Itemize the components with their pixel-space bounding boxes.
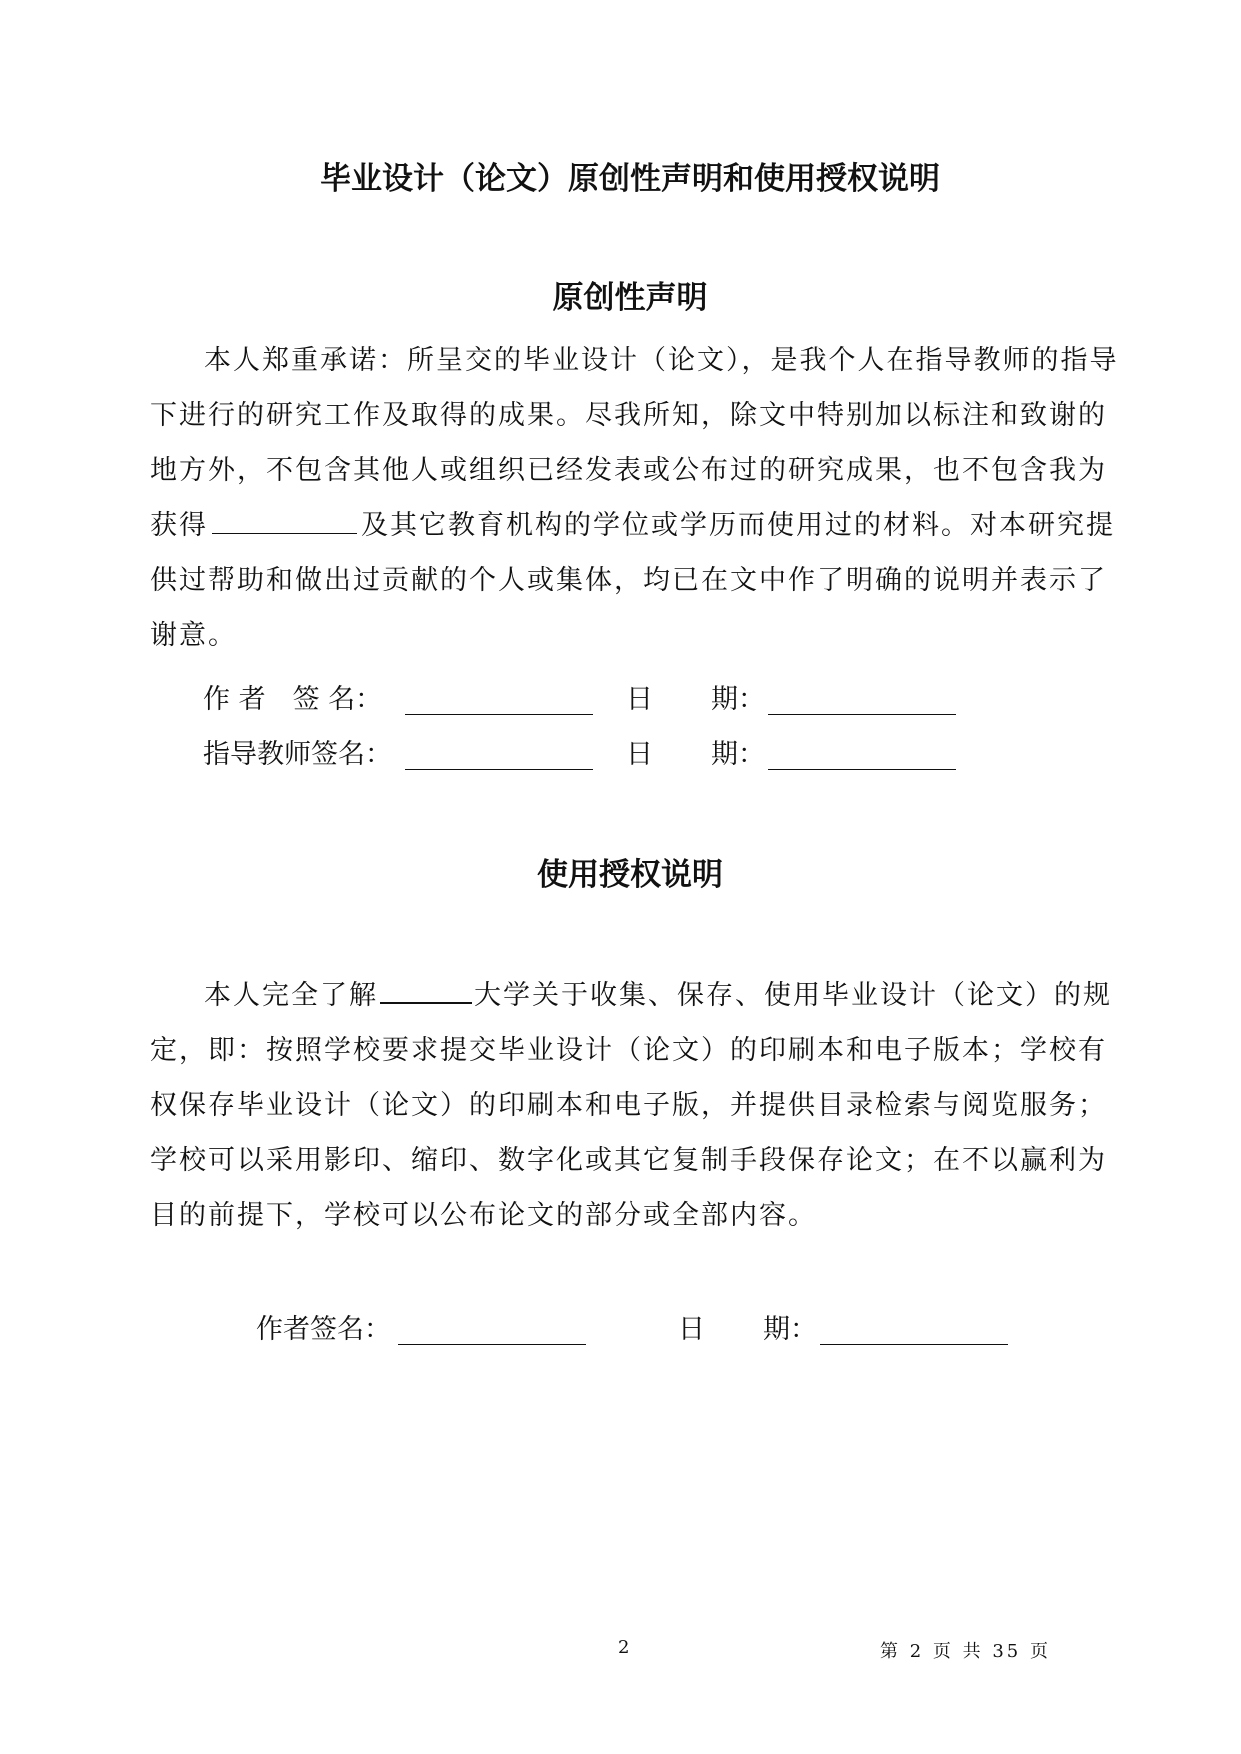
- paragraph-line: 目的前提下，学校可以公布论文的部分或全部内容。: [150, 1200, 817, 1231]
- paragraph-line: 下进行的研究工作及取得的成果。尽我所知，除文中特别加以标注和致谢的: [150, 400, 1107, 431]
- paragraph-line: 谢意。: [150, 620, 237, 651]
- advisor-signature-row: [0, 735, 1241, 775]
- advisor-signature-label: 指导教师签名：: [203, 739, 392, 770]
- advisor-date-field[interactable]: [768, 769, 956, 770]
- date-label-char-2: 期：: [763, 1314, 817, 1345]
- university-blank[interactable]: [380, 976, 472, 1004]
- author-signature-row: [0, 680, 1241, 720]
- authorization-date-field[interactable]: [820, 1344, 1008, 1345]
- date-label-char-1: 日: [626, 739, 653, 770]
- paragraph-line-rest: 大学关于收集、保存、使用毕业设计（论文）的规: [474, 980, 1112, 1011]
- authorization-section-title: 使用授权说明: [537, 857, 723, 893]
- authorization-paragraph: [150, 968, 1115, 1243]
- paragraph-line: 本人郑重承诺：所呈交的毕业设计（论文），是我个人在指导教师的指导: [204, 345, 1119, 376]
- originality-paragraph: [150, 333, 1119, 663]
- paragraph-line: 供过帮助和做出过贡献的个人或集体，均已在文中作了明确的说明并表示了: [150, 565, 1107, 596]
- paragraph-line: 学校可以采用影印、缩印、数字化或其它复制手段保存论文；在不以赢利为: [150, 1145, 1107, 1176]
- author-date-field[interactable]: [768, 714, 956, 715]
- authorization-author-label: 作者签名：: [256, 1314, 391, 1345]
- paragraph-line-rest: 及其它教育机构的学位或学历而使用过的材料。对本研究提: [361, 510, 1115, 541]
- authorization-signature-row: [0, 1310, 1241, 1350]
- paragraph-line: 定，即：按照学校要求提交毕业设计（论文）的印刷本和电子版本；学校有: [150, 1035, 1107, 1066]
- date-label-char-2: 期：: [711, 739, 765, 770]
- page-number: 2: [618, 1637, 630, 1658]
- paragraph-line-prefix: 获得: [150, 510, 208, 541]
- paragraph-line: 地方外，不包含其他人或组织已经发表或公布过的研究成果，也不包含我为: [150, 455, 1107, 486]
- date-label-char-2: 期：: [711, 684, 765, 715]
- paragraph-line: [150, 968, 1115, 1023]
- date-label-char-1: 日: [626, 684, 653, 715]
- page-count: 第 2 页 共 35 页: [880, 1641, 1051, 1662]
- document-title: 毕业设计（论文）原创性声明和使用授权说明: [320, 161, 940, 197]
- institution-blank[interactable]: [212, 507, 357, 534]
- date-label-char-1: 日: [678, 1314, 705, 1345]
- paragraph-line: [150, 498, 1115, 553]
- authorization-author-field[interactable]: [398, 1344, 586, 1345]
- originality-section-title: 原创性声明: [552, 280, 708, 316]
- paragraph-line: 权保存毕业设计（论文）的印刷本和电子版，并提供目录检索与阅览服务；: [150, 1090, 1107, 1121]
- advisor-signature-field[interactable]: [405, 769, 593, 770]
- paragraph-line-prefix: 本人完全了解: [204, 980, 378, 1011]
- author-signature-field[interactable]: [405, 714, 593, 715]
- author-signature-label: 作 者 签 名：: [203, 684, 383, 715]
